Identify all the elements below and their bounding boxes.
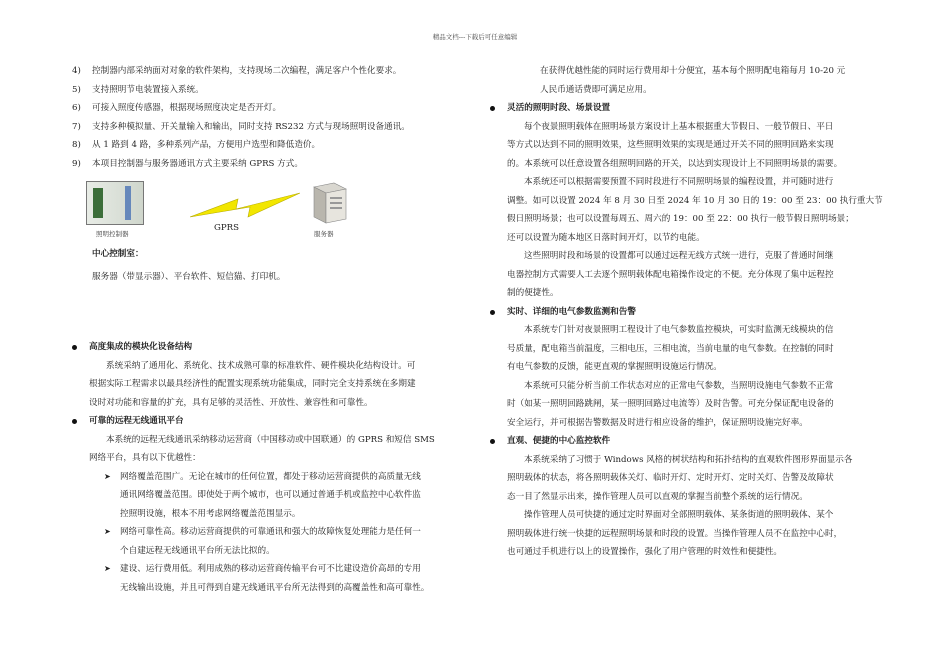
bullet-dot-icon (490, 439, 495, 444)
item-number: 7) (72, 121, 81, 132)
arrow-bullet-item: ➤ 建设、运行费用低。利用成熟的移动运营商传输平台可不比建设造价高昂的专用 (72, 560, 467, 579)
page-header: 精品文档---下载后可任意编辑 (432, 33, 518, 41)
numbered-item (72, 118, 467, 137)
paragraph-line: 假日照明场景；也可以设置每周五、周六的 19：00 至 22：00 执行一般节假日照明场景； (507, 214, 854, 224)
section-heading: 可靠的远程无线通讯平台 (72, 412, 467, 431)
wireless-link-icon (190, 191, 300, 227)
paragraph-line: 本系统的远程无线通讯采纳移动运营商（中国移动或中国联通）的 GPRS 和短信 SMS (106, 434, 435, 445)
numbered-item (72, 136, 467, 155)
bullet-dot-icon (490, 310, 495, 315)
paragraph-line: 电器控制方式需要人工去逐个照明载体配电箱操作设定的不便。充分体现了集中远程控 (507, 269, 834, 280)
paragraph-line: 还可以设置为随本地区日落时间开灯，以节约电能。 (507, 232, 705, 243)
center-control-title: 中心控制室： (92, 249, 144, 259)
paragraph-line: 安全运行，并可根据告警数据及时进行相应设备的维护，保证照明设施完好率。 (507, 417, 808, 428)
paragraph-line: 个自建远程无线通讯平台所无法比拟的。 (120, 545, 275, 556)
controller-caption: 照明控制器 (96, 230, 129, 238)
paragraph-line: 号质量，配电箱当前温度，三相电压，三相电流，当前电量的电气参数。在控制的同时 (507, 343, 834, 354)
item-number: 4) (72, 66, 81, 76)
paragraph-line: 本系统还可以根据需要预置不同时段进行不同照明场景的编程设置，并可随时进行 (524, 177, 834, 187)
paragraph-line: 系统采纳了通用化、系统化、技术成熟可靠的标准软件、硬件模块化结构设计。可 (106, 360, 416, 371)
gprs-label: GPRS (214, 223, 240, 233)
item-text: 支持照明节电装置接入系统。 (92, 84, 204, 95)
left-column (72, 62, 467, 597)
bullet-dot-icon (72, 419, 77, 424)
arrow-bullet-icon: ➤ (104, 564, 111, 573)
paragraph-line: 制的便捷性。 (507, 288, 559, 298)
paragraph-line: 通讯网络覆盖范围。即使处于两个城市，也可以通过普通手机或监控中心软件监 (120, 490, 421, 500)
network-figure (72, 179, 467, 239)
arrow-bullet-icon: ➤ (104, 527, 111, 536)
paragraph-line: 在获得优越性能的同时运行费用却十分便宜，基本每个照明配电箱每月 10-20 元 (540, 66, 846, 76)
paragraph-line: 控照明设施，根本不用考虑网络覆盖范围显示。 (120, 508, 301, 519)
bullet-dot-icon (72, 345, 77, 350)
paragraph-line: 态一目了然显示出来，操作管理人员可以直观的掌握当前整个系统的运行情况。 (507, 491, 808, 502)
paragraph-line: 这些照明时段和场景的设置都可以通过远程无线方式统一进行，克服了普通时间继 (524, 251, 834, 261)
paragraph-line: 人民币通话费即可满足应用。 (540, 84, 652, 95)
server-caption: 服务器 (314, 230, 334, 238)
paragraph-line: 照明载体进行统一快捷的远程照明场景和时段的设置。当操作管理人员不在监控中心时， (507, 528, 843, 539)
paragraph-line: 的。本系统可以任意设置各组照明回路的开关，以达到实现设计上不同照明场景的需要。 (507, 158, 843, 169)
item-text: 从 1 路到 4 路，多种系列产品，方便用户选型和降低造价。 (92, 140, 321, 150)
section-heading: 灵活的照明时段、场景设置 (490, 99, 890, 118)
paragraph-line: 操作管理人员可快捷的通过定时界面对全部照明载体、某条街道的照明载体、某个 (524, 510, 834, 520)
paragraph-line: 有电气参数的反馈，能更直观的掌握照明设施运行情况。 (507, 362, 722, 372)
numbered-item (72, 155, 467, 174)
paragraph-line: 照明载体的状态，将各照明载体关灯、临时开灯、定时开灯、定时关灯、告警及故障状 (507, 473, 834, 483)
item-number: 8) (72, 140, 81, 150)
arrow-bullet-item: ➤ 网络可靠性高。移动运营商提供的可靠通讯和强大的故障恢复处理能力是任何一 (72, 523, 467, 542)
numbered-item (72, 62, 467, 81)
paragraph-line: 也可通过手机进行以上的设置操作，强化了用户管理的时效性和便捷性。 (507, 547, 783, 557)
lighting-controller-image (86, 181, 142, 225)
paragraph-line: 时（如某一照明回路跳闸，某一照明回路过电流等）及时告警。可充分保证配电设备的 (507, 399, 834, 409)
numbered-item (72, 99, 467, 118)
paragraph-line: 网络平台，具有以下优越性： (89, 453, 201, 463)
paragraph-line: 无线输出设施，并且可得到自建无线通讯平台所无法得到的高覆盖性和高可靠性。 (120, 582, 430, 593)
numbered-item (72, 81, 467, 100)
paragraph-line: 本系统采纳了习惯于 Windows 风格的树状结构和拓扑结构的直观软件图形界面显示各 (524, 454, 853, 465)
paragraph-line: 设时对功能和容量的扩充，具有足够的灵活性、开放性、兼容性和可靠性。 (89, 397, 373, 408)
item-text: 本项目控制器与服务器通讯方式主要采纳 GPRS 方式。 (92, 158, 303, 169)
section-heading: 实时、详细的电气参数监测和告警 (490, 303, 890, 322)
center-control-body: 服务器（带显示器）、平台软件、短信猫、打印机。 (92, 271, 286, 282)
paragraph-line: 本系统可只能分析当前工作状态对应的正常电气参数，当照明设施电气参数不正常 (524, 380, 834, 391)
paragraph-line: 根据实际工程需求以最具经济性的配置实现系统功能集成，同时完全支持系统在多期建 (89, 379, 416, 389)
item-number: 6) (72, 103, 81, 113)
paragraph-line: 本系统专门针对夜景照明工程设计了电气参数监控模块，可实时监测无线模块的信 (524, 325, 834, 335)
bullet-dot-icon (490, 106, 495, 111)
section-heading: 高度集成的模块化设备结构 (72, 338, 467, 357)
item-text: 可接入照度传感器，根据现场照度决定是否开灯。 (92, 103, 282, 113)
arrow-bullet-item: ➤ 网络覆盖范围广。无论在城市的任何位置，都处于移动运营商提供的高质量无线 (72, 468, 467, 487)
item-number: 9) (72, 158, 81, 169)
paragraph-line: 每个夜景照明载体在照明场景方案设计上基本根据重大节假日、一般节假日、平日 (524, 121, 834, 132)
paragraph-line: 调整。如可以设置 2024 年 8 月 30 日至 2024 年 10 月 30 日的 19：00 至 23：00 执行重大节 (507, 195, 883, 206)
arrow-bullet-icon: ➤ (104, 471, 111, 481)
section-heading: 直观、便捷的中心监控软件 (490, 432, 890, 451)
item-number: 5) (72, 84, 81, 95)
paragraph-line: 等方式以达到不同的照明效果，这些照明效果的实现是通过开关不同的照明回路来实现 (507, 140, 834, 150)
item-text: 控制器内部采纳面对对象的软件架构，支持现场二次编程，满足客户个性化要求。 (92, 66, 402, 76)
server-icon (308, 181, 348, 225)
right-column (490, 62, 890, 562)
item-text: 支持多种模拟量、开关量输入和输出，同时支持 RS232 方式与现场照明设备通讯。 (92, 121, 410, 132)
